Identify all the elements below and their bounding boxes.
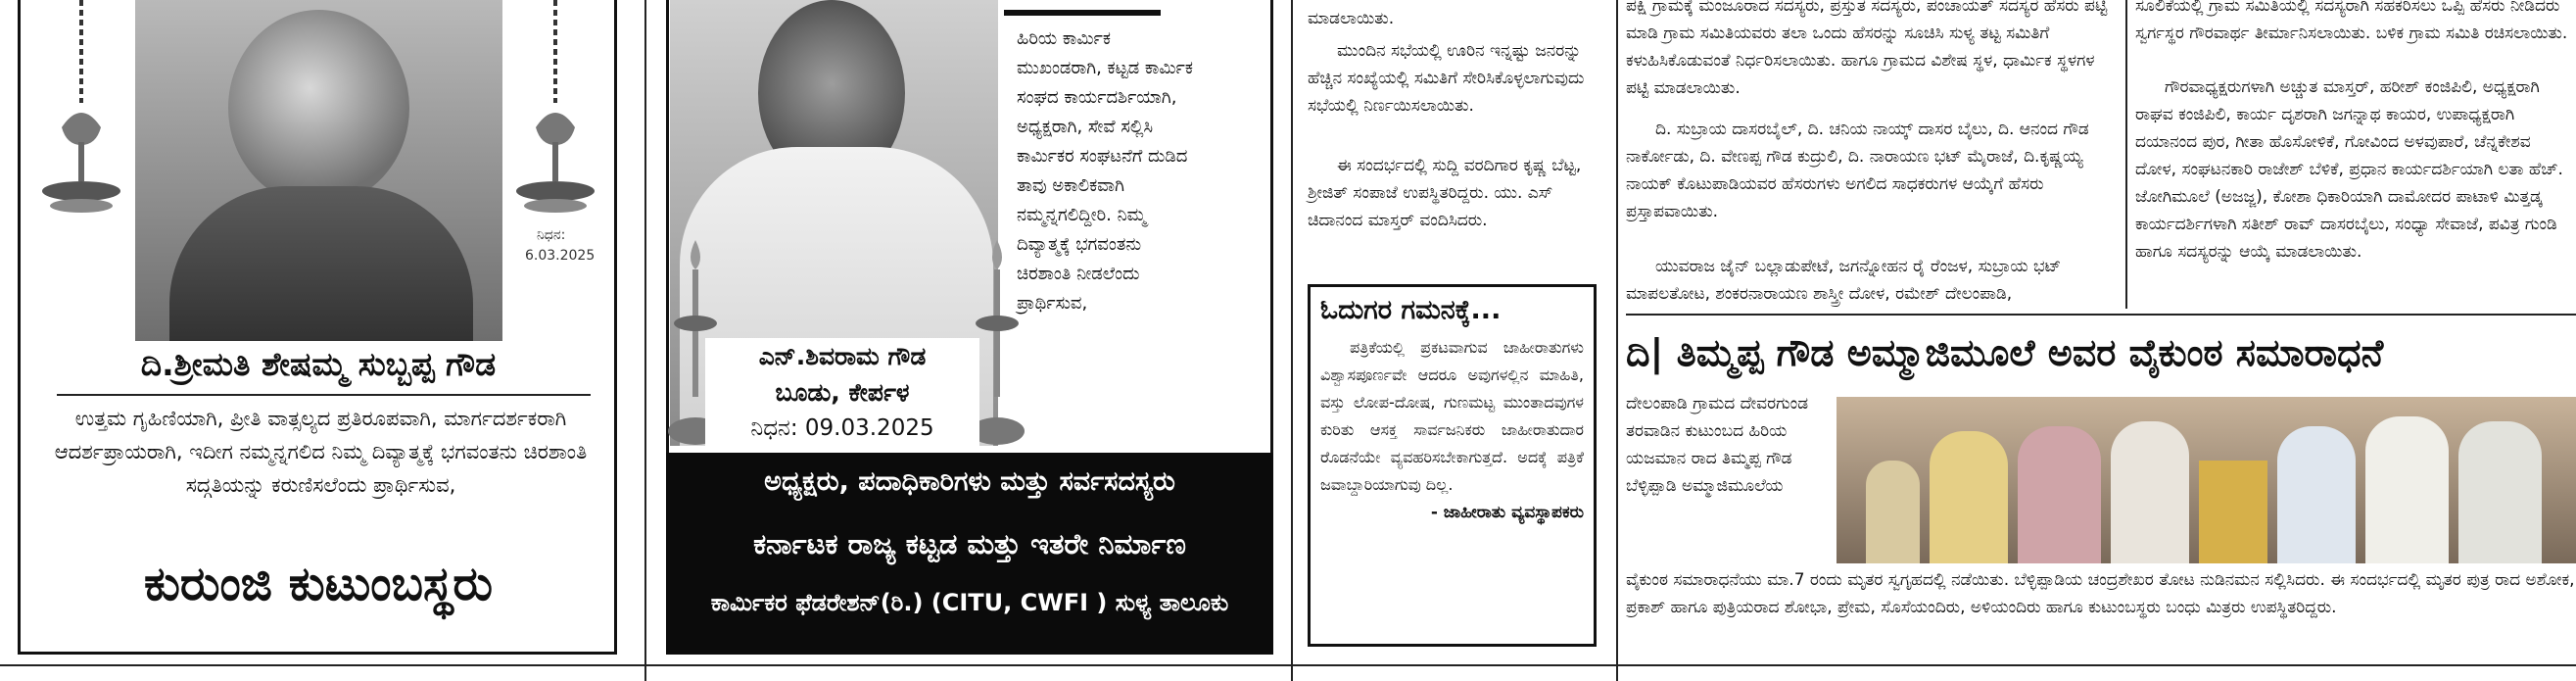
column-divider [1291,0,1293,681]
photo-person [2018,426,2101,563]
news-paragraph: ದಿ. ಸುಬ್ರಾಯ ದಾಸರಬೈಲ್, ದಿ. ಚನಿಯ ನಾಯ್ಕ್ ದಾಸರ ಬೈಲು, ದಿ. ಆನಂದ ಗೌಡ ನಾರ್ಕೋಡು, ದಿ. ವೇಣಪ್ಪ ಗೌಡ ಕುದ್ರುಲಿ, ದಿ. ನಾರಾಯಣ ಭಟ್ ಮೈರಾಜೆ, ದಿ.ಕೃಷ್ಣಯ್ಯ ನಾಯಕ್ ಕೊಟುಪಾಡಿಯವರ ಹೆಸರುಗಳು ಅಗಲಿದ ಸಾಧಕರುಗಳ ಆಯ್ಕೆಗೆ ಹೆಸರು ಪ್ರಸ್ತಾಪವಾಯಿತು. [1626,120,2089,221]
news-paragraph: ಪಕ್ಷಿ ಗ್ರಾಮಕ್ಕೆ ಮಂಜೂರಾದ ಸದಸ್ಯರು, ಪ್ರಸ್ತುತ ಸದಸ್ಯರು, ಪಂಚಾಯತ್ ಸದಸ್ಯರ ಹೆಸರು ಪಟ್ಟಿ ಮಾಡಿ ಗ್ರಾಮ ಸಮಿತಿಯವರು ತಲಾ ಒಂದು ಹೆಸರನ್ನು ಸೂಚಿಸಿ ಸುಳ್ಯ ತಟ್ಟ ಸಮಿತಿಗೆ ಕಳುಹಿಸಿಕೊಡುವಂತೆ ನಿರ್ಧರಿಸಲಾಯಿತು. ಹಾಗೂ ಗ್ರಾಮದ ವಿಶೇಷ ಸ್ಥಳ, ಧಾರ್ಮಿಕ ಸ್ಥಳಗಳ ಪಟ್ಟಿ ಮಾಡಲಾಯಿತು. [1626,0,2108,98]
notice-title: ಓದುಗರ ಗಮನಕ್ಕೆ... [1320,295,1502,325]
photo-person [2365,416,2449,563]
column-divider [1616,0,1618,681]
tribute-text: ಹಿರಿಯ ಕಾರ್ಮಿಕ ಮುಖಂಡರಾಗಿ, ಕಟ್ಟಡ ಕಾರ್ಮಿಕ ಸಂಘದ ಕಾರ್ಯದರ್ಶಿಯಾಗಿ, ಅಧ್ಯಕ್ಷರಾಗಿ, ಸೇವೆ ಸಲ್ಲಿಸಿ ಕಾರ್ಮಿಕರ ಸಂಘಟನೆಗೆ ದುಡಿದ ತಾವು ಅಕಾಲಿಕವಾಗಿ ನಮ್ಮನ್ನಗಲಿದ್ದೀರಿ. ನಿಮ್ಮ ದಿವ್ಯಾತ್ಮಕ್ಕೆ ಭಗವಂತನು ಚಿರಶಾಂತಿ ನೀಡಲೆಂದು ಪ್ರಾರ್ಥಿಸುವ, [1017,28,1193,314]
vaikunta-headline: ದಿ| ತಿಮ್ಮಪ್ಪ ಗೌಡ ಅಮ್ಮಾಜಿಮೂಲೆ ಅವರ ವೈಕುಂಠ ಸಮಾರಾಧನೆ [1626,331,2384,374]
deceased-place: ಬೂಡು, ಕೇರ್ಪಳ [775,378,910,407]
notice-body: ಪತ್ರಿಕೆಯಲ್ಲಿ ಪ್ರಕಟವಾಗುವ ಜಾಹೀರಾತುಗಳು ವಿಶ್ವಾಸಪೂರ್ಣವೇ ಆದರೂ ಅವುಗಳಲ್ಲಿನ ಮಾಹಿತಿ, ವಸ್ತು ಲೋಪ-ದೋಷ, ಗುಣಮಟ್ಟ ಮುಂತಾದವುಗಳ ಕುರಿತು ಆಸಕ್ತ ಸಾರ್ವಜನಿಕರು ಜಾಹೀರಾತುದಾರ ರೊಡನೆಯೇ ವ್ಯವಹರಿಸಬೇಕಾಗುತ್ತದೆ. ಅದಕ್ಕೆ ಪತ್ರಿಕೆ ಜವಾಬ್ದಾರಿಯಾಗುವು ದಿಲ್ಲ. [1320,338,1584,494]
section-rule [1626,314,2576,316]
news-paragraph: ಗೌರವಾಧ್ಯಕ್ಷರುಗಳಾಗಿ ಅಚ್ಚುತ ಮಾಸ್ತರ್, ಹರೀಶ್ ಕಂಜಿಪಿಲಿ, ಅಧ್ಯಕ್ಷರಾಗಿ ರಾಘವ ಕಂಜಿಪಿಲಿ, ಕಾರ್ಯ ದೃಶರಾಗಿ ಜಗನ್ನಾಥ ಕಾಯರ, ಉಪಾಧ್ಯಕ್ಷರಾಗಿ ದಯಾನಂದ ಪುರ, ಗೀತಾ ಹೊಸೋಳಿಕೆ, ಗೋವಿಂದ ಅಳವುಪಾರೆ, ಚೆನ್ನಕೇಶವ ದೋಳ, ಸಂಘಟನಕಾರಿ ರಾಜೇಶ್ ಬೆಳಿಕೆ, ಪ್ರಧಾನ ಕಾರ್ಯದರ್ಶಿಯಾಗಿ ಲತಾ ಹೆಚ್. ಜೋಗಿಮೂಲೆ (ಅಜಜ್ಜ), ಕೋಶಾ ಧಿಕಾರಿಯಾಗಿ ದಾಮೋದರ ಪಾಟಾಳಿ ಮಿತ್ತಡ್ಕ ಕಾರ್ಯದರ್ಶಿಗಳಾಗಿ ಸತೀಶ್ ರಾವ್ ದಾಸರಬೈಲು, ಸಂಧ್ಯಾ ಸೇವಾಜೆ, ಪವಿತ್ರ ಗುಂಡಿ ಹಾಗೂ ಸದಸ್ಯರನ್ನು ಆಯ್ಕೆ ಮಾಡಲಾಯಿತು. [2135,77,2563,262]
oil-lamp-right-icon [511,0,599,225]
obituary-shivarama [656,0,1283,681]
news-column [1303,0,1606,681]
story-body: ವೈಕುಂಠ ಸಮಾರಾಧನೆಯು ಮಾ.7 ರಂದು ಮೃತರ ಸ್ವಗೃಹದಲ್ಲಿ ನಡೆಯಿತು. ಬೆಳ್ಳಿಪ್ಪಾಡಿಯ ಚಂದ್ರಶೇಖರ ತೋಟ ನುಡಿನಮನ ಸಲ್ಲಿಸಿದರು. ಈ ಸಂದರ್ಭದಲ್ಲಿ ಮೃತರ ಪುತ್ರ ರಾದ ಅಶೋಕ, ಪ್ರಕಾಶ್ ಹಾಗೂ ಪುತ್ರಿಯರಾದ ಶೋಭಾ, ಪ್ರೇಮ, ಸೊಸೆಯಂದಿರು, ಅಳಿಯಂದಿರು ಹಾಗೂ ಕುಟುಂಬಸ್ಥರು ಬಂಧು ಮಿತ್ರರು ಉಪಸ್ಥಿತರಿದ್ದರು. [1626,570,2575,617]
readers-notice-box [1308,284,1597,647]
title-rule [1004,10,1161,16]
banner-line-3: ಕಾರ್ಮಿಕರ ಫೆಡರೇಶನ್(ರಿ.) (CITU, CWFI ) ಸುಳ್ಯ ತಾಲೂಕು [710,589,1229,616]
village-news [1626,0,2576,681]
name-caption [705,338,979,448]
news-paragraph: ಮುಂದಿನ ಸಭೆಯಲ್ಲಿ ಊರಿನ ಇನ್ನಷ್ಟು ಜನರನ್ನು ಹೆಚ್ಚಿನ ಸಂಖ್ಯೆಯಲ್ಲಿ ಸಮಿತಿಗೆ ಸೇರಿಸಿಕೊಳ್ಳಲಾಗುವುದು ಸಭೆಯಲ್ಲಿ ನಿರ್ಣಯಿಸಲಾಯಿತು. [1308,41,1585,116]
photo-person [2458,421,2542,563]
portrait-photo [135,0,502,341]
news-paragraph: ಈ ಸಂದರ್ಭದಲ್ಲಿ ಸುದ್ದಿ ವರದಿಗಾರ ಕೃಷ್ಣ ಬೆಟ್ಟ, ಶ್ರೀಜಿತ್ ಸಂಪಾಜೆ ಉಪಸ್ಥಿತರಿದ್ದರು. ಯು. ಎಸ್ ಚಿದಾನಂದ ಮಾಸ್ತರ್ ವಂದಿಸಿದರು. [1308,156,1582,230]
notice-signature: - ಜಾಹೀರಾತು ವ್ಯವಸ್ಥಾಪಕರು [1430,503,1584,522]
family-signature: ಕುರುಂಜಿ ಕುಟುಂಬಸ್ಥರು [144,557,493,611]
family-group-photo [1837,397,2576,563]
banner-line-2: ಕರ್ನಾಟಕ ರಾಜ್ಯ ಕಟ್ಟಡ ಮತ್ತು ಇತರೇ ನಿರ್ಮಾಣ [753,527,1186,560]
portrait-face [228,10,409,206]
news-paragraph: ಮಾಡಲಾಯಿತು. [1308,9,1395,28]
oil-lamp-left-icon [37,0,125,225]
photo-person [2111,421,2189,563]
deceased-name: ದಿ.ಶ್ರೀಮತಿ ಶೇಷಮ್ಮ ಸುಬ್ಬಪ್ಪ ಗೌಡ [140,345,497,383]
photo-shrine [2199,461,2267,563]
deceased-name: ಎನ್.ಶಿವರಾಮ ಗೌಡ [758,342,927,370]
tribute-text: ಉತ್ತಮ ಗೃಹಿಣಿಯಾಗಿ, ಪ್ರೀತಿ ವಾತ್ಸಲ್ಯದ ಪ್ರತಿರೂಪವಾಗಿ, ಮಾರ್ಗದರ್ಶಕರಾಗಿ ಆದರ್ಶಪ್ರಾಯರಾಗಿ, ಇದೀಗ ನಮ್ಮನ್ನಗಲಿದ ನಿಮ್ಮ ದಿವ್ಯಾತ್ಮಕ್ಕೆ ಭಗವಂತನು ಚಿರಶಾಂತಿ ಸದ್ಗತಿಯನ್ನು ಕರುಣಿಸಲೆಂದು ಪ್ರಾರ್ಥಿಸುವ, [54,407,588,497]
inner-column-divider [2125,0,2127,309]
name-underline [57,394,591,396]
died-date: ನಿಧನ: 09.03.2025 [750,415,934,441]
banner-line-1: ಅಧ್ಯಕ್ಷರು, ಪದಾಧಿಕಾರಿಗಳು ಮತ್ತು ಸರ್ವಸದಸ್ಯರು [764,466,1175,497]
obituary-seshamma [0,0,637,681]
died-date: 6.03.2025 [525,248,596,264]
died-label: ನಿಧನ: [537,227,566,243]
federation-banner [666,453,1273,655]
page-bottom-rule [0,664,2576,666]
news-paragraph: ಸೂಲಿಕೆಯಲ್ಲಿ ಗ್ರಾಮ ಸಮಿತಿಯಲ್ಲಿ ಸದಸ್ಯರಾಗಿ ಸಹಕರಿಸಲು ಒಪ್ಪಿ ಹೆಸರು ನೀಡಿದರು ಸ್ವರ್ಗಸ್ಥರ ಗೌರವಾರ್ಥ ತೀರ್ಮಾನಿಸಲಾಯಿತು. ಬಳಿಕ ಗ್ರಾಮ ಸಮಿತಿ ರಚಿಸಲಾಯಿತು. [2135,0,2568,43]
story-lead: ದೇಲಂಪಾಡಿ ಗ್ರಾಮದ ದೇವರಗುಂಡ ತರವಾಡಿನ ಕುಟುಂಬದ ಹಿರಿಯ ಯಜಮಾನ ರಾದ ತಿಮ್ಮಪ್ಪ ಗೌಡ ಬೆಳ್ಳಿಪ್ಪಾಡಿ ಅಮ್ಮಾಜಿಮೂಲೆಯ [1626,394,1809,496]
portrait-body [169,186,473,341]
column-divider [644,0,646,681]
photo-person [1866,461,1920,563]
photo-person [2277,426,2356,563]
photo-person [1930,431,2008,563]
news-paragraph: ಯುವರಾಜ ಜೈನ್ ಬಲ್ಲಾಡುಪೇಟೆ, ಜಗನ್ನೋಹನ ರೈ ರೆಂಜಳ, ಸುಬ್ರಾಯ ಭಟ್ ಮಾಪಲತೋಟ, ಶಂಕರನಾರಾಯಣ ಶಾಸ್ತ್ರೀ ದೋಳ, ರಮೇಶ್ ದೇಲಂಪಾಡಿ, [1626,257,2062,304]
